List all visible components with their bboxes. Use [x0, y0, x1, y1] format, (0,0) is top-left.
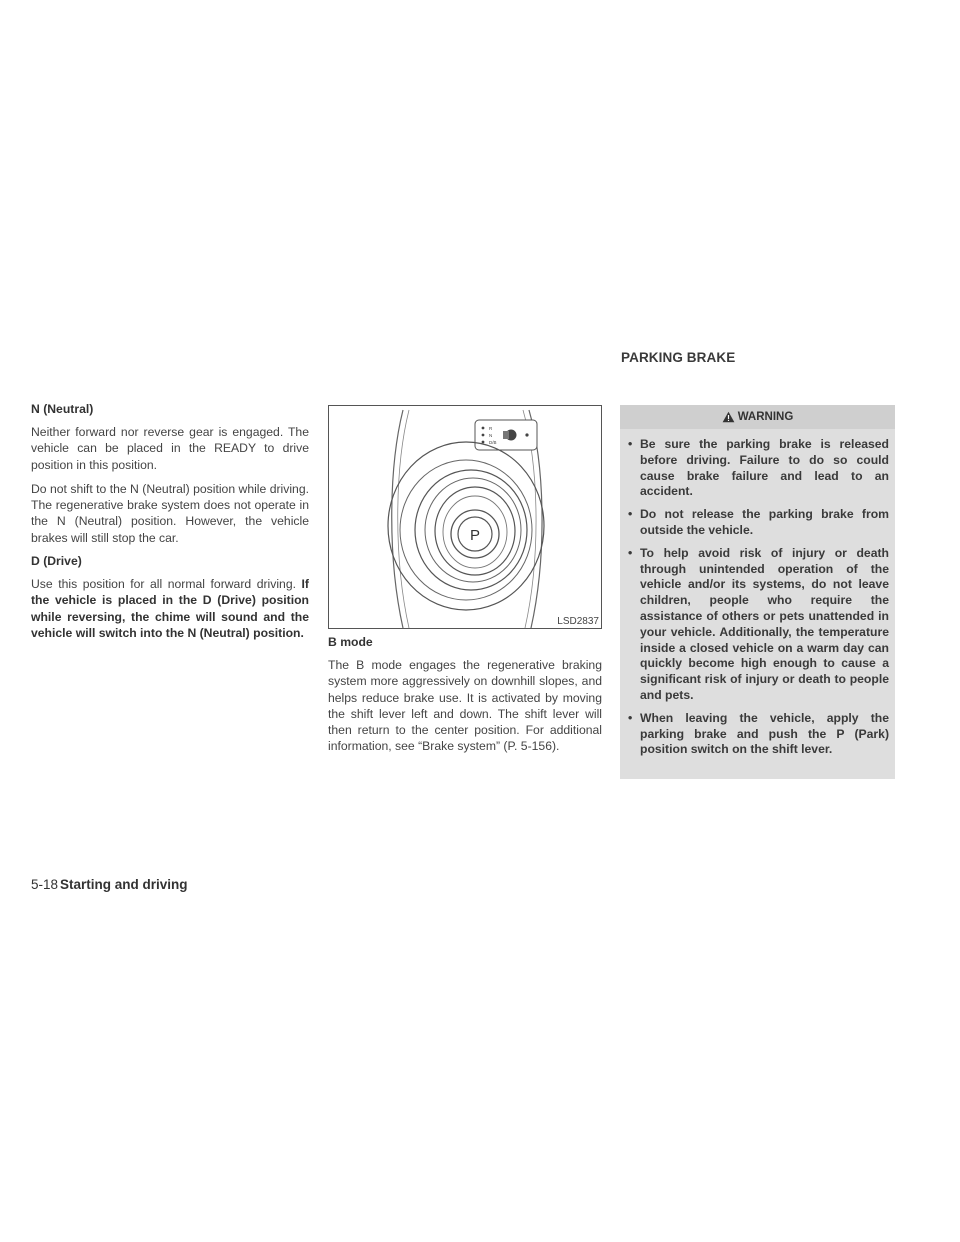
warning-item [626, 507, 889, 539]
page-number: 5-18 [31, 877, 59, 892]
section-title: PARKING BRAKE [621, 350, 736, 365]
warning-header [620, 405, 895, 429]
neutral-paragraph-1: Neither forward nor reverse gear is engaged. The vehicle can be placed in the READY to drive position in this position. [31, 425, 309, 472]
warning-title: WARNING [737, 411, 794, 423]
warning-item [626, 437, 889, 500]
neutral-paragraph-2: Do not shift to the N (Neutral) position while driving. The regenerative brake system does not operate in the N (Neutral) position. However, the vehicle brakes will still stop the car. [31, 481, 309, 545]
drive-heading: D (Drive) [31, 554, 82, 569]
bullet: • [628, 545, 633, 560]
drive-text-bold: If the vehicle is placed in the D (Drive) position while reversing, the chime will sound and the vehicle will switch into the N (Neutral) position. [31, 577, 309, 640]
warning-item-text: When leaving the vehicle, apply the parking brake and push the P (Park) position switch on the shift lever. [640, 710, 889, 757]
shift-lever-drawing [329, 406, 603, 630]
park-knob-letter: P [469, 527, 481, 544]
bmode-heading: B mode [328, 635, 373, 649]
page-footer [31, 877, 188, 892]
bullet: • [628, 710, 633, 725]
neutral-heading: N (Neutral) [31, 402, 94, 416]
warning-item-text: Do not release the parking brake from outside the vehicle. [640, 507, 889, 537]
drive-text-normal: Use this position for all normal forward driving. [31, 577, 302, 592]
warning-item-text: To help avoid risk of injury or death through unintended operation of the vehicle and/or its systems, do not leave children, people who require the assistance of others or pets unattended in your vehicle. Additionally, the temperature inside a closed vehicle on a warm day can quickly become high enough to cause a significant risk of injury or death to people and pets. [640, 545, 889, 702]
warning-list [620, 429, 895, 758]
figure-code: LSD2837 [557, 616, 599, 627]
warning-box [620, 405, 895, 779]
warning-triangle-icon [722, 411, 735, 423]
column-right [620, 405, 895, 779]
icon-label-r: R [489, 426, 493, 431]
icon-label-db: D/B [489, 440, 497, 445]
column-middle [328, 405, 602, 763]
drive-paragraph [31, 576, 309, 641]
bullet: • [628, 437, 633, 451]
bullet: • [628, 507, 633, 522]
warning-item [626, 711, 889, 758]
column-left [31, 402, 309, 649]
warning-item-text: Be sure the parking brake is released before driving. Failure to do so could cause brake failure and lead to an accident. [640, 437, 889, 499]
bmode-paragraph: The B mode engages the regenerative braking system more aggressively on downhill slopes, and helps reduce brake use. It is activated by moving the shift lever left and down. The shift lever will then return to the center position. For additional information, see “Brake system” (P. 5-156). [328, 658, 602, 754]
shift-lever-illustration [328, 405, 602, 629]
chapter-title: Starting and driving [60, 877, 188, 892]
icon-label-n: N [489, 433, 493, 438]
warning-item [626, 546, 889, 704]
